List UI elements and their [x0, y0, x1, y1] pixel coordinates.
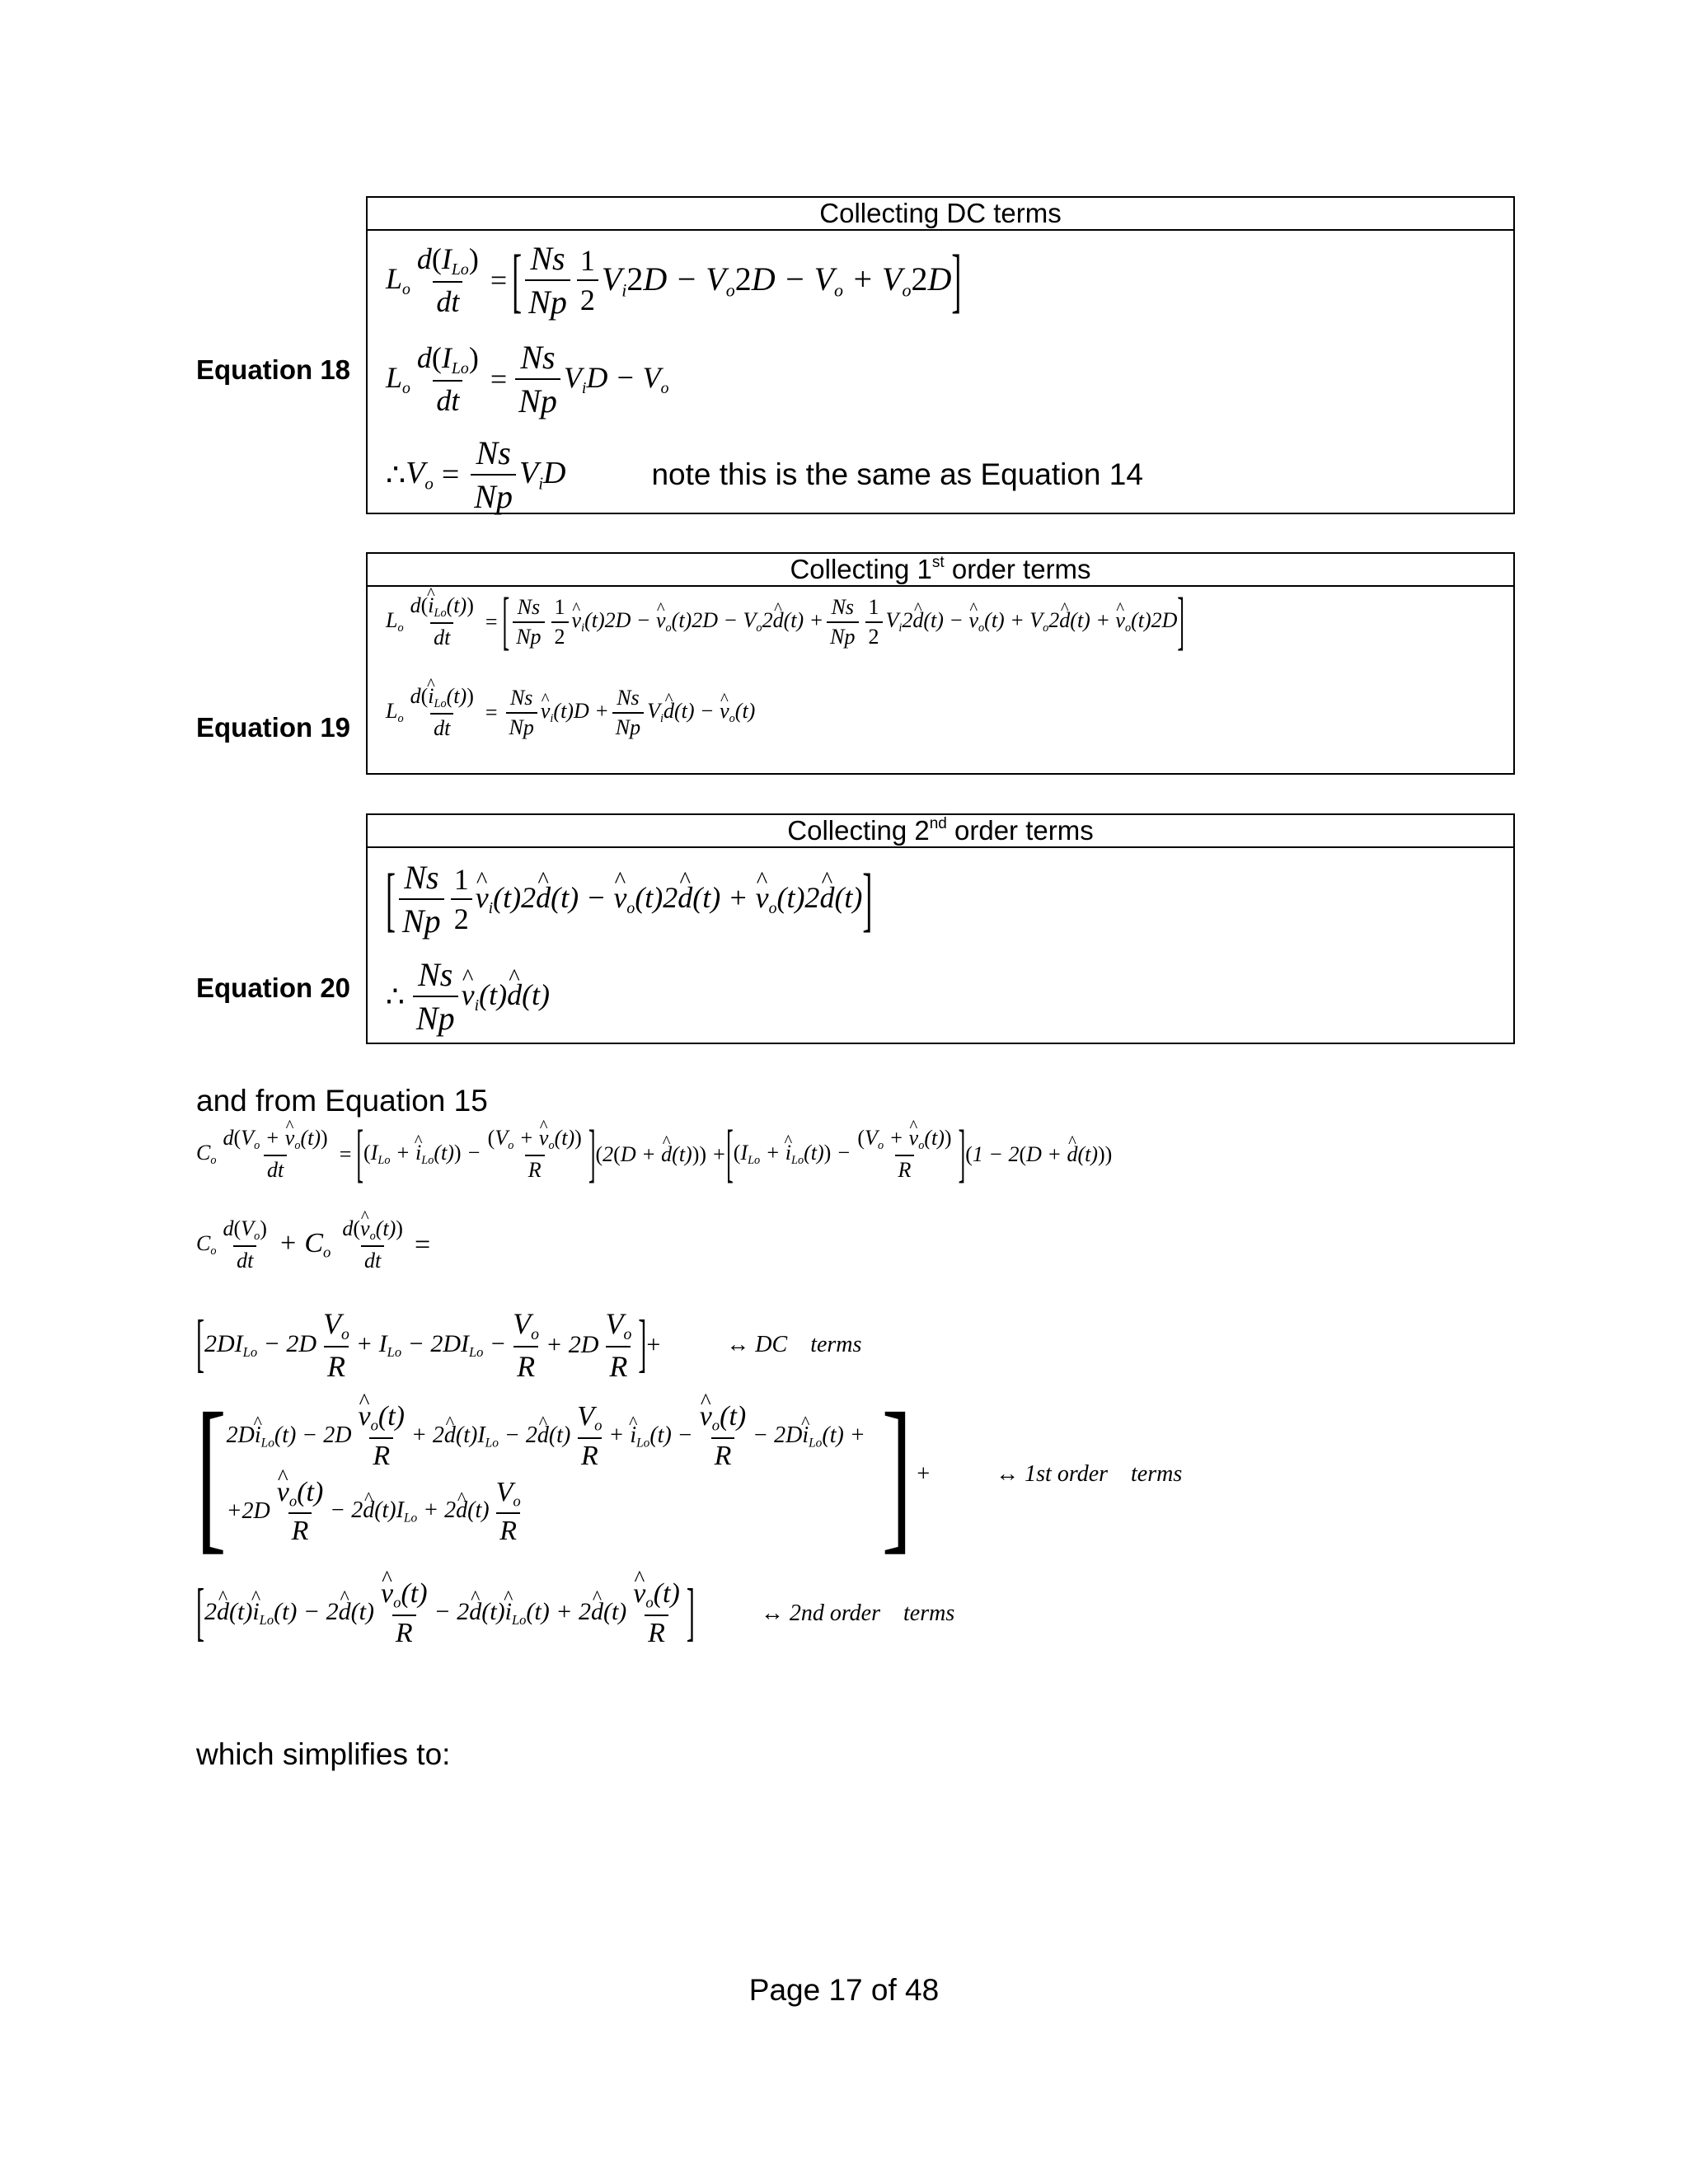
equation-18-box [366, 196, 1515, 514]
page-footer: Page 17 of 48 [748, 1973, 940, 2007]
eq15-second-order-terms: [ 2^ d(t)^ $i_{Lo}(t)$ − 2^ d(t) ^ $\frac{v_o(t)}{R}$ − 2^ d(t)^ $i_{Lo}(t)$ + 2^ d(t) ^ $\frac{v_o(t)}{R}$ ] ↔ 2nd order terms [196, 1578, 954, 1649]
equation-20-title-sup: nd [929, 815, 947, 832]
eq18-line-1: $L_o$ $\frac{d(I_{Lo})}{dt}$ = [ $\frac{Ns}{Np}$ $\frac{1}{2}$ $V_i2D - V_o2D - V_o + V_o2D$ ] [386, 240, 962, 321]
equation-19-box [366, 552, 1515, 775]
eq15-first-order-terms: [ 2D^ $i_{Lo}(t) - 2D$ ^ $\frac{v_o(t)}{R}$ + 2^ $d(t)I_{Lo}$ − 2^ d(t) $\frac{V_o}{R}$ + ^ $i_{Lo}(t)$ − ^ $\frac{v_o(t)}{R}$ − 2D^ $i_{Lo}(t)$ + +2D ^ $\frac{v_o(t)}{R}$ − 2^ $d(t)I_{Lo}$ + 2^ d(t) $\frac{V_o}{R}$ ] + ↔ 1st order terms [196, 1401, 1182, 1547]
eq15-dc-terms: [ $2DI_{Lo} - 2D$ $\frac{V_o}{R}$ + $I_{Lo} - 2DI_{Lo}$ − $\frac{V_o}{R}$ + 2D $\frac{V_o}{R}$ ] + ↔ DC terms [196, 1307, 862, 1383]
eq19-line-1: $L_o$ $\frac{d(\^{} i_{Lo}(t))}{dt}$ = [ $\frac{Ns}{Np}$ $\frac{1}{2}$ ^ $v_i(t)2D$ − ^ $v_o(t)2D$ − $V_o2\^{}$ d(t) + $\frac{Ns}{Np}$ $\frac{1}{2}$ $V_i2\^{}$ d(t) − ^ $v_o(t)$ + $V_o2\^{}$ d(t) + ^ $v_o(t)2D$ ] [386, 593, 1184, 650]
from-equation-15-text: and from Equation 15 [196, 1084, 488, 1118]
equation-19-title [368, 554, 1513, 587]
eq19-line-2: $L_o$ $\frac{d(\^{} i_{Lo}(t))}{dt}$ = $\frac{Ns}{Np}$ ^ $v_i(t)D$ + $\frac{Ns}{Np}$ $V_i\^{}$ d(t) − ^ $v_o(t)$ [386, 684, 755, 741]
equation-18-label: Equation 18 [196, 354, 351, 385]
eq15-line-1: $C_o$ $\frac{d(V_o + \^{} v_o(t))}{dt}$ = [ ($I_{Lo}$ + ^ $i_{Lo}(t)$) − $\frac{(V_o + \^{} v_o(t))}{R}$ ] (2(D + ^ d(t))) + [ ($I_{Lo}$ + ^ $i_{Lo}(t)$) − $\frac{(V_o + \^{} v_o(t))}{R}$ ] (1 − 2(D + ^ d(t))) [196, 1126, 1112, 1183]
eq15-line-2: $C_o$ $\frac{d(V_o)}{dt}$ + $C_o$ $\frac{d(\^{} v_o(t))}{dt}$ = [196, 1216, 435, 1273]
eq20-line-1: [ $\frac{Ns}{Np}$ $\frac{1}{2}$ ^ $v_i(t)2\^{}$ d(t) − ^ $v_o(t)2\^{}$ d(t) + ^ $v_o(t)2\^{}$ d(t) ] [386, 858, 872, 940]
equation-20-box [366, 813, 1515, 1044]
eq20-line-2: ∴ $\frac{Ns}{Np}$ ^ $v_i(t)\^{}$ d(t) [386, 955, 550, 1038]
equation-20-label: Equation 20 [196, 972, 351, 1003]
equation-20-title [368, 815, 1513, 848]
eq18-line-3: ∴ $V_o$ = $\frac{Ns}{Np}$ $V_iD$ note this is the same as Equation 14 [386, 434, 1143, 515]
eq18-note: note this is the same as Equation 14 [651, 457, 1143, 491]
equation-19-title-prefix: Collecting 1 [790, 554, 932, 584]
equation-20-title-suffix: order terms [946, 815, 1094, 846]
simplifies-text: which simplifies to: [196, 1737, 451, 1771]
equation-18-title: Collecting DC terms [368, 198, 1513, 231]
equation-20-title-prefix: Collecting 2 [787, 815, 930, 846]
second-order-terms-label: ↔ 2nd order terms [760, 1600, 955, 1626]
equation-19-title-suffix: order terms [944, 554, 1091, 584]
equation-19-label: Equation 19 [196, 712, 351, 743]
eq18-line-2: $L_o$ $\frac{d(I_{Lo})}{dt}$ = $\frac{Ns}{Np}$ $V_iD - V_o$ [386, 339, 669, 419]
equation-19-title-sup: st [931, 554, 945, 571]
dc-terms-label: ↔ DC terms [726, 1331, 862, 1357]
first-order-terms-label: ↔ 1st order terms [996, 1460, 1183, 1487]
